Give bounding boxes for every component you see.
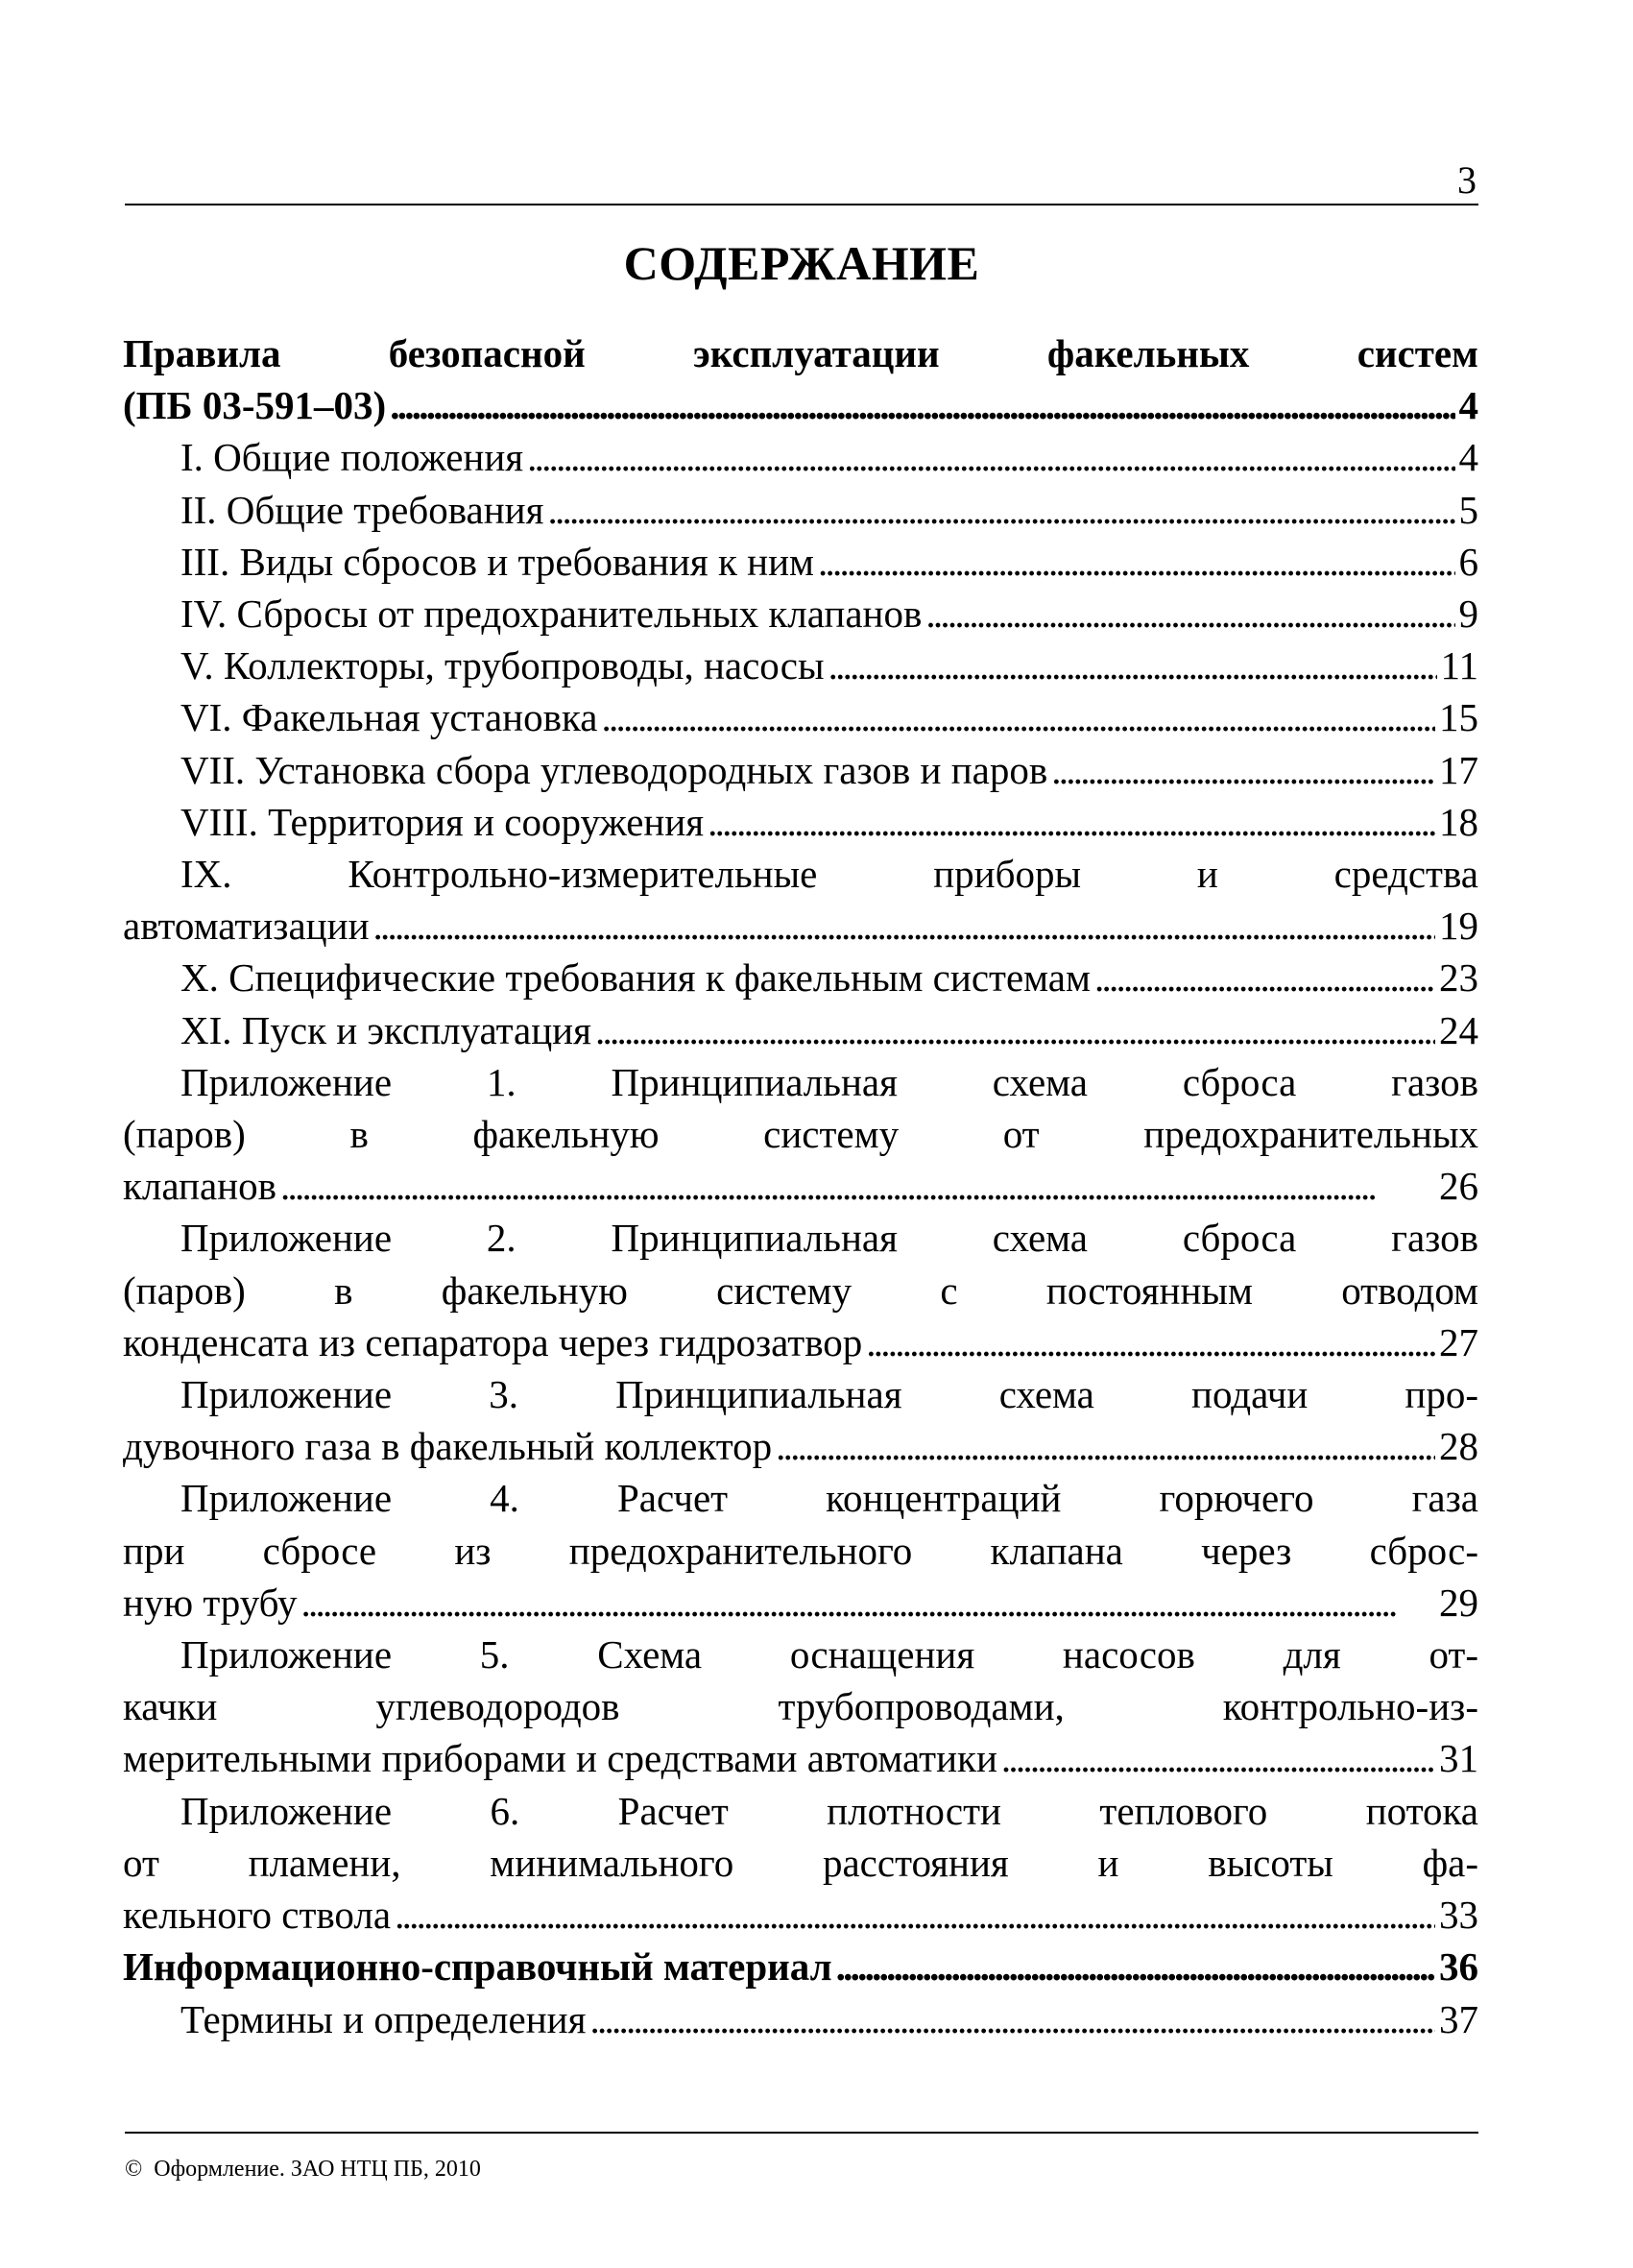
toc-page-number: 33 [1439, 1893, 1478, 1938]
toc-entry-final-line [180, 952, 1478, 1003]
toc-entry-final-line [123, 1577, 1478, 1629]
toc-entry [180, 1993, 1478, 2045]
toc-entry-line: Приложение 1. Принципиальная схема сброса газов [180, 1059, 1478, 1104]
toc-entry [123, 1212, 1478, 1368]
toc-entry-line: при сбросе из предохранительного клапана через сброс- [123, 1528, 1478, 1573]
toc-entry-title: X. Специфические требования к факельным системам [180, 955, 1091, 1001]
toc-entry-final-line [180, 588, 1478, 639]
toc-entry-title: II. Общие требования [180, 487, 544, 532]
toc-entry [180, 744, 1478, 796]
toc-page-number: 27 [1439, 1319, 1478, 1364]
toc-entry [180, 484, 1478, 536]
toc-entry-final-line [180, 744, 1478, 796]
toc-page-number: 23 [1439, 955, 1478, 1001]
toc-page-number: 31 [1439, 1736, 1478, 1781]
dot-leader [601, 691, 1435, 743]
toc-entry-final-line [123, 379, 1478, 431]
toc-entry-title: конденсата из сепаратора через гидрозатвор [123, 1319, 863, 1364]
toc-entry-line: Правила безопасной эксплуатации факельных систем [123, 331, 1478, 375]
toc-entry-title: IV. Сбросы от предохранительных клапанов [180, 591, 923, 637]
toc-entry-final-line [180, 431, 1478, 483]
toc-page-number: 15 [1439, 695, 1478, 740]
toc-entry-title: мерительными приборами и средствами автоматики [123, 1736, 997, 1781]
toc-page-number: 11 [1440, 643, 1478, 688]
dot-leader [395, 1889, 1435, 1941]
toc-page-number: 37 [1439, 1996, 1478, 2041]
toc-entry [123, 848, 1478, 952]
dot-leader [1051, 744, 1435, 796]
toc-entry [123, 1941, 1478, 1992]
toc-entry [180, 639, 1478, 691]
toc-entry [123, 1785, 1478, 1942]
toc-entry [123, 1056, 1478, 1213]
footer [125, 2155, 481, 2184]
toc-page-number: 26 [1439, 1164, 1478, 1209]
toc-entry-final-line [123, 1160, 1478, 1212]
dot-leader [527, 431, 1454, 483]
table-of-contents [123, 327, 1478, 2045]
toc-entry [123, 327, 1478, 431]
toc-page-number: 5 [1458, 487, 1478, 532]
toc-entry-line: Приложение 4. Расчет концентраций горючего газа [180, 1476, 1478, 1521]
toc-entry-title: Термины и определения [180, 1996, 587, 2041]
toc-page-number: 9 [1458, 591, 1478, 637]
toc-page-number: 36 [1439, 1944, 1478, 1990]
toc-entry-final-line [123, 1316, 1478, 1368]
toc-entry-title: VI. Факельная установка [180, 695, 598, 740]
toc-page-number: 4 [1458, 383, 1478, 428]
toc-entry-final-line [180, 691, 1478, 743]
toc-entry-final-line [180, 1993, 1478, 2045]
toc-entry-final-line [180, 484, 1478, 536]
copyright-icon: © [125, 2157, 143, 2182]
dot-leader [390, 379, 1454, 431]
dot-leader [1001, 1732, 1435, 1784]
toc-entry-title: VII. Установка сбора углеводородных газов и паров [180, 747, 1048, 792]
toc-entry-final-line [180, 536, 1478, 588]
toc-entry [180, 796, 1478, 848]
toc-entry [180, 431, 1478, 483]
toc-entry-final-line [180, 1004, 1478, 1056]
toc-entry-line: Приложение 5. Схема оснащения насосов для от- [180, 1632, 1478, 1677]
toc-entry [123, 1368, 1478, 1472]
toc-entry [123, 1472, 1478, 1629]
toc-entry-title: III. Виды сбросов и требования к ним [180, 539, 814, 584]
toc-entry-title: Информационно-справочный материал [123, 1944, 832, 1990]
dot-leader [589, 1993, 1435, 2045]
toc-entry-title: кельного ствола [123, 1893, 392, 1938]
toc-entry [123, 1629, 1478, 1785]
toc-entry-title: I. Общие положения [180, 435, 524, 480]
toc-entry [180, 588, 1478, 639]
toc-entry-line: (паров) в факельную систему от предохранительных [123, 1112, 1478, 1157]
dot-leader [866, 1316, 1435, 1368]
toc-entry-line: от пламени, минимального расстояния и высоты фа- [123, 1840, 1478, 1885]
dot-leader [373, 900, 1435, 952]
toc-entry-title: V. Коллекторы, трубопроводы, насосы [180, 643, 825, 688]
page-number: 3 [1457, 158, 1477, 202]
toc-entry [180, 1004, 1478, 1056]
toc-page-number: 17 [1439, 747, 1478, 792]
toc-entry-title: (ПБ 03-591–03) [123, 383, 387, 428]
toc-entry-final-line [123, 1732, 1478, 1784]
toc-entry-title: XI. Пуск и эксплуатация [180, 1007, 591, 1052]
toc-entry-title: дувочного газа в факельный коллектор [123, 1424, 773, 1469]
toc-page-number: 24 [1439, 1007, 1478, 1052]
footer-text: Оформление. ЗАО НТЦ ПБ, 2010 [154, 2157, 481, 2182]
toc-entry-title: ную трубу [123, 1580, 298, 1625]
dot-leader [776, 1420, 1435, 1472]
toc-entry [180, 952, 1478, 1003]
dot-leader [925, 588, 1454, 639]
toc-entry-line: качки углеводородов трубопроводами, контрольно-из- [123, 1684, 1478, 1729]
toc-page-number: 4 [1458, 435, 1478, 480]
dot-leader [836, 1941, 1435, 1992]
dot-leader [829, 639, 1437, 691]
toc-entry-final-line [123, 900, 1478, 952]
dot-leader [708, 796, 1435, 848]
toc-entry-title: автоматизации [123, 904, 370, 949]
toc-entry [180, 536, 1478, 588]
toc-page-number: 19 [1439, 904, 1478, 949]
toc-page-number: 18 [1439, 799, 1478, 844]
toc-page-number: 6 [1458, 539, 1478, 584]
dot-leader [818, 536, 1455, 588]
footer-rule [125, 2132, 1478, 2134]
toc-entry-final-line [123, 1941, 1478, 1992]
page-title: СОДЕРЖАНИЕ [623, 236, 980, 290]
toc-page-number: 28 [1439, 1424, 1478, 1469]
toc-page-number: 29 [1439, 1580, 1478, 1625]
toc-entry-line: Приложение 2. Принципиальная схема сброса газов [180, 1216, 1478, 1261]
dot-leader [547, 484, 1454, 536]
toc-entry-final-line [123, 1420, 1478, 1472]
dot-leader [1094, 952, 1435, 1003]
header-rule [125, 204, 1478, 205]
toc-entry-line: Приложение 3. Принципиальная схема подачи про- [180, 1372, 1478, 1417]
toc-entry-line: IX. Контрольно-измерительные приборы и средства [180, 852, 1478, 897]
toc-entry-line: Приложение 6. Расчет плотности теплового потока [180, 1788, 1478, 1833]
toc-entry-title: VIII. Территория и сооружения [180, 799, 705, 844]
toc-entry-final-line [180, 796, 1478, 848]
dot-leader [595, 1004, 1435, 1056]
toc-entry-final-line [123, 1889, 1478, 1941]
toc-entry-line: (паров) в факельную систему с постоянным отводом [123, 1267, 1478, 1313]
dot-leader [280, 1160, 1435, 1212]
toc-entry [180, 691, 1478, 743]
dot-leader [300, 1577, 1435, 1629]
toc-entry-title: клапанов [123, 1164, 276, 1209]
toc-entry-final-line [180, 639, 1478, 691]
